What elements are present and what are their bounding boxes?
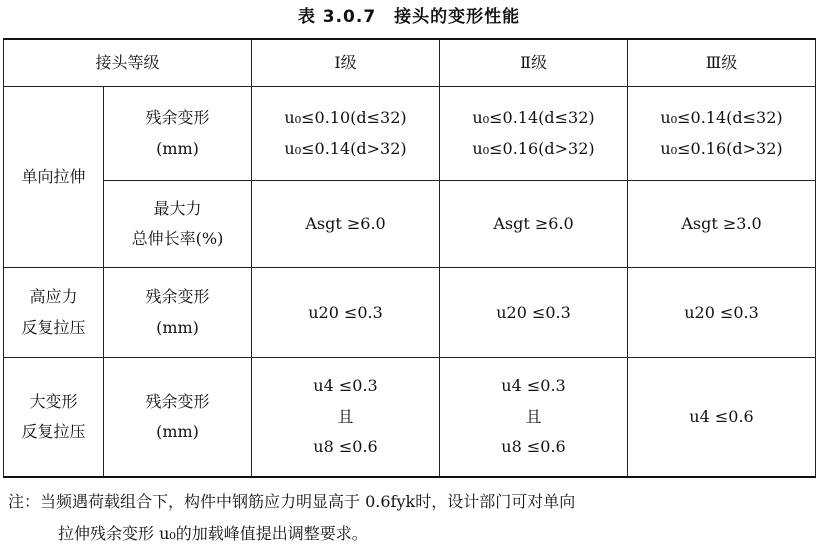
group-high-stress: 高应力 反复拉压 xyxy=(4,268,104,357)
footnote xyxy=(8,486,813,550)
cell-grade1-elongation: Asgt ≥6.0 xyxy=(252,181,440,268)
header-grade-2: Ⅱ级 xyxy=(440,39,628,87)
cell-grade2-large-deform: u4 ≤0.3 且 u8 ≤0.6 xyxy=(440,357,628,477)
cell-grade2-residual: u₀≤0.14(d≤32) u₀≤0.16(d>32) xyxy=(440,87,628,181)
table-title: 表 3.0.7 接头的变形性能 xyxy=(297,7,521,27)
label-residual: 残余变形 (mm) xyxy=(104,87,252,181)
label-residual: 残余变形 (mm) xyxy=(104,268,252,357)
table-row xyxy=(4,181,816,268)
cell-grade1-high-stress: u20 ≤0.3 xyxy=(252,268,440,357)
group-large-deform: 大变形 反复拉压 xyxy=(4,357,104,477)
label-elongation: 最大力 总伸长率(%) xyxy=(104,181,252,268)
cell-grade1-large-deform: u4 ≤0.3 且 u8 ≤0.6 xyxy=(252,357,440,477)
cell-grade3-high-stress: u20 ≤0.3 xyxy=(628,268,816,357)
label-residual: 残余变形 (mm) xyxy=(104,357,252,477)
group-uniaxial: 单向拉伸 xyxy=(4,87,104,268)
cell-grade2-elongation: Asgt ≥6.0 xyxy=(440,181,628,268)
header-grade: 接头等级 xyxy=(4,39,252,87)
cell-grade3-large-deform: u4 ≤0.6 xyxy=(628,357,816,477)
cell-grade3-elongation: Asgt ≥3.0 xyxy=(628,181,816,268)
header-row xyxy=(4,39,816,87)
cell-grade2-high-stress: u20 ≤0.3 xyxy=(440,268,628,357)
table-row xyxy=(4,87,816,181)
deformation-performance-table xyxy=(3,38,816,478)
footnote-line-2: 拉伸残余变形 u₀的加载峰值提出调整要求。 xyxy=(58,524,368,543)
table-row xyxy=(4,268,816,357)
header-grade-3: Ⅲ级 xyxy=(628,39,816,87)
cell-grade3-residual: u₀≤0.14(d≤32) u₀≤0.16(d>32) xyxy=(628,87,816,181)
footnote-line-1: 注：当频遇荷载组合下，构件中钢筋应力明显高于 0.6fyk时，设计部门可对单向 xyxy=(8,492,576,511)
header-grade-1: Ⅰ级 xyxy=(252,39,440,87)
table-row xyxy=(4,357,816,477)
cell-grade1-residual: u₀≤0.10(d≤32) u₀≤0.14(d>32) xyxy=(252,87,440,181)
